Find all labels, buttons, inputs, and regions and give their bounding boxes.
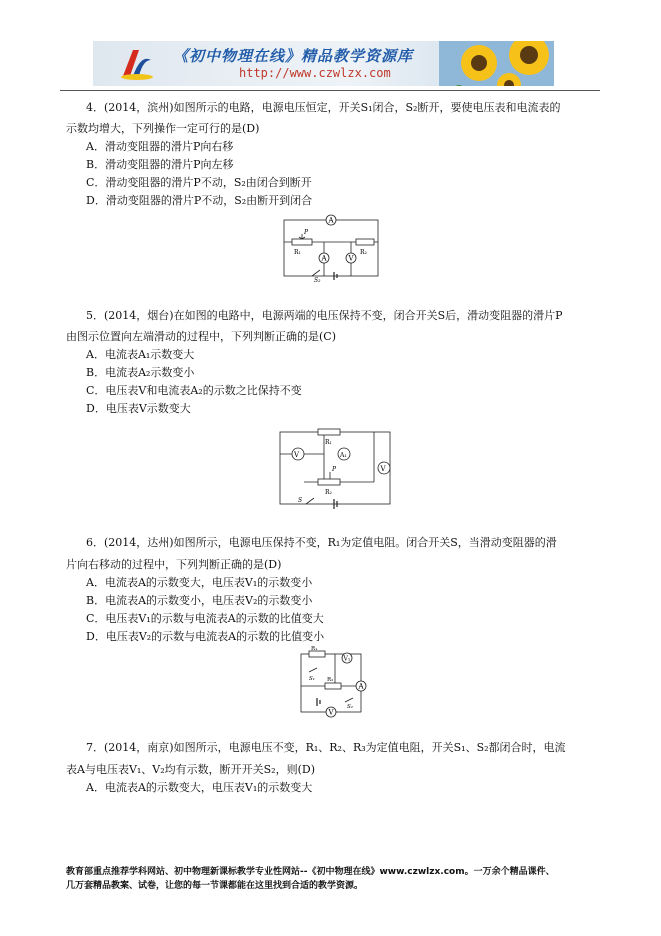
q5-circuit-diagram xyxy=(274,424,400,510)
q7-option-a: A．电流表A的示数变大，电压表V₁的示数变大 xyxy=(86,781,313,794)
sunflower-icon xyxy=(439,41,554,86)
q6-label-r2: R₂ xyxy=(327,677,334,683)
q4-label-s: S₂ xyxy=(314,277,321,282)
q5-label-a-mid: A₁ xyxy=(340,452,347,459)
q6-label-s2: S₂ xyxy=(347,704,353,710)
q5-r1-resistor xyxy=(318,429,340,435)
q4-circuit-diagram xyxy=(276,212,386,282)
q5-label-r1: R₁ xyxy=(325,439,332,446)
footer-line1: 教育部重点推荐学科网站、初中物理新课标教学专业性网站--《初中物理在线》www.czwlzx.com。一万余个精品课件、 xyxy=(66,867,555,877)
q6-stem-line2: 片向右移动的过程中，下列判断正确的是(D) xyxy=(66,558,282,571)
q5-label-p: P xyxy=(332,466,337,473)
q4-label-r2: R₂ xyxy=(360,249,367,256)
q6-label-s1: S₁ xyxy=(309,676,315,682)
q6-option-a: A．电流表A的示数变大，电压表V₁的示数变小 xyxy=(86,576,313,589)
q4-label-a-top: A xyxy=(328,216,334,225)
q6-circuit-diagram xyxy=(295,646,371,718)
site-logo-icon xyxy=(119,46,155,82)
q5-r2-resistor xyxy=(318,479,340,485)
q6-r2-resistor xyxy=(325,683,341,689)
q4-option-a: A．滑动变阻器的滑片P向右移 xyxy=(86,140,234,153)
q4-label-v: V xyxy=(348,254,354,263)
q6-label-v2: V xyxy=(328,708,334,717)
q4-option-b: B．滑动变阻器的滑片P向左移 xyxy=(86,158,234,171)
header-rule xyxy=(60,90,600,91)
q4-r2-resistor xyxy=(356,239,374,245)
q5-stem-line1: 5．(2014，烟台)在如图的电路中，电源两端的电压保持不变，闭合开关S后，滑动变阻器的滑片P xyxy=(86,309,563,322)
q4-label-p: P xyxy=(304,229,309,236)
banner-url[interactable]: http://www.czwlzx.com xyxy=(239,66,391,80)
q6-label-r1: R₁ xyxy=(311,646,318,652)
q5-option-b: B．电流表A₂示数变小 xyxy=(86,366,195,379)
q5-label-s: S xyxy=(298,497,303,504)
header-banner xyxy=(93,41,554,86)
q5-stem-line2: 由图示位置向左端滑动的过程中，下列判断正确的是(C) xyxy=(66,330,336,343)
q5-label-v-right: V xyxy=(380,465,386,473)
q6-label-v1: V₁ xyxy=(343,655,351,663)
footer-line2: 几万套精品教案、试卷，让您的每一节课都能在这里找到合适的教学资源。 xyxy=(66,881,364,891)
q7-stem-line2: 表A与电压表V₁、V₂均有示数，断开开关S₂，则(D) xyxy=(66,763,315,776)
q5-label-r2: R₂ xyxy=(325,489,332,496)
q5-label-v-left: V xyxy=(294,451,300,459)
q4-stem-line1: 4．(2014，滨州)如图所示的电路，电源电压恒定，开关S₁闭合，S₂断开，要使电压表和电流表的 xyxy=(86,101,561,114)
q5-option-d: D．电压表V示数变大 xyxy=(86,402,191,415)
banner-title: 《初中物理在线》精品教学资源库 xyxy=(173,47,414,65)
q5-option-a: A．电流表A₁示数变大 xyxy=(86,348,195,361)
q6-option-c: C．电压表V₁的示数与电流表A的示数的比值变大 xyxy=(86,612,324,625)
q7-stem-line1: 7．(2014，南京)如图所示，电源电压不变，R₁、R₂、R₃为定值电阻，开关S₁、S₂都闭合时，电流 xyxy=(86,741,566,754)
q5-option-c: C．电压表V和电流表A₂的示数之比保持不变 xyxy=(86,384,302,397)
q6-stem-line1: 6．(2014，达州)如图所示，电源电压保持不变，R₁为定值电阻。闭合开关S，当滑动变阻器的滑 xyxy=(86,536,557,549)
q6-label-a: A xyxy=(358,682,364,691)
q4-stem-line2: 示数均增大，下列操作一定可行的是(D) xyxy=(66,122,260,135)
q4-r1-resistor xyxy=(292,239,312,245)
q4-option-c: C．滑动变阻器的滑片P不动，S₂由闭合到断开 xyxy=(86,176,312,189)
q6-option-b: B．电流表A的示数变小，电压表V₂的示数变小 xyxy=(86,594,313,607)
q6-option-d: D．电压表V₂的示数与电流表A的示数的比值变小 xyxy=(86,630,325,643)
q4-label-a-mid: A xyxy=(321,254,327,263)
q4-option-d: D．滑动变阻器的滑片P不动，S₂由断开到闭合 xyxy=(86,194,313,207)
q4-label-r1: R₁ xyxy=(294,249,301,256)
